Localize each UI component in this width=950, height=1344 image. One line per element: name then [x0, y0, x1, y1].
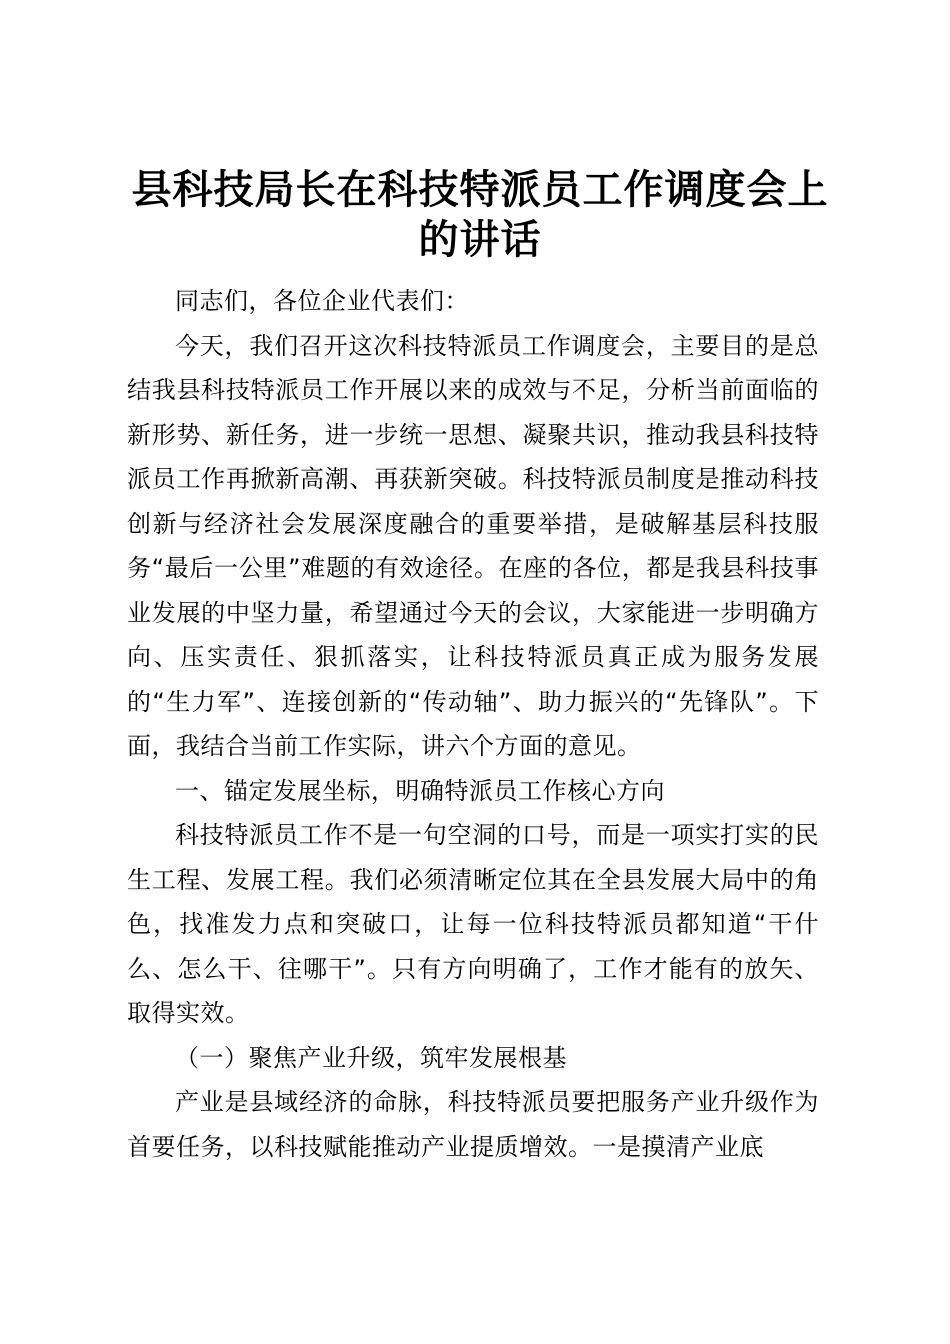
- subsection-1-paragraph: 产业是县域经济的命脉，科技特派员要把服务产业升级作为首要任务，以科技赋能推动产业提质增效。一是摸清产业底: [127, 1088, 819, 1161]
- opening-paragraph: 今天，我们召开这次科技特派员工作调度会，主要目的是总结我县科技特派员工作开展以来的成效与不足，分析当前面临的新形势、新任务，进一步统一思想、凝聚共识，推动我县科技特派员工作再掀新高潮、再获新突破。科技特派员制度是推动科技创新与经济社会发展深度融合的重要举措，是破解基层科技服务“最后一公里”难题的有效途径。在座的各位，都是我县科技事业发展的中坚力量，希望通过今天的会议，大家能进一步明确方向、压实责任、狠抓落实，让科技特派员真正成为服务发展的“生力军”、连接创新的“传动轴”、助力振兴的“先锋队”。下面，我结合当前工作实际，讲六个方面的意见。: [127, 331, 819, 760]
- subsection-heading-1: （一）聚焦产业升级，筑牢发展根基: [175, 1043, 567, 1072]
- document-title: 县科技局长在科技特派员工作调度会上的讲话: [131, 167, 829, 263]
- section-1-paragraph: 科技特派员工作不是一句空洞的口号，而是一项实打实的民生工程、发展工程。我们必须清晰定位其在全县发展大局中的角色，找准发力点和突破口，让每一位科技特派员都知道“干什么、怎么干、往哪干”。只有方向明确了，工作才能有的放矢、取得实效。: [127, 821, 819, 1027]
- document-body: [127, 279, 819, 1169]
- salutation: 同志们，各位企业代表们：: [175, 287, 469, 315]
- section-heading-1: 一、锚定发展坐标，明确特派员工作核心方向: [175, 776, 665, 805]
